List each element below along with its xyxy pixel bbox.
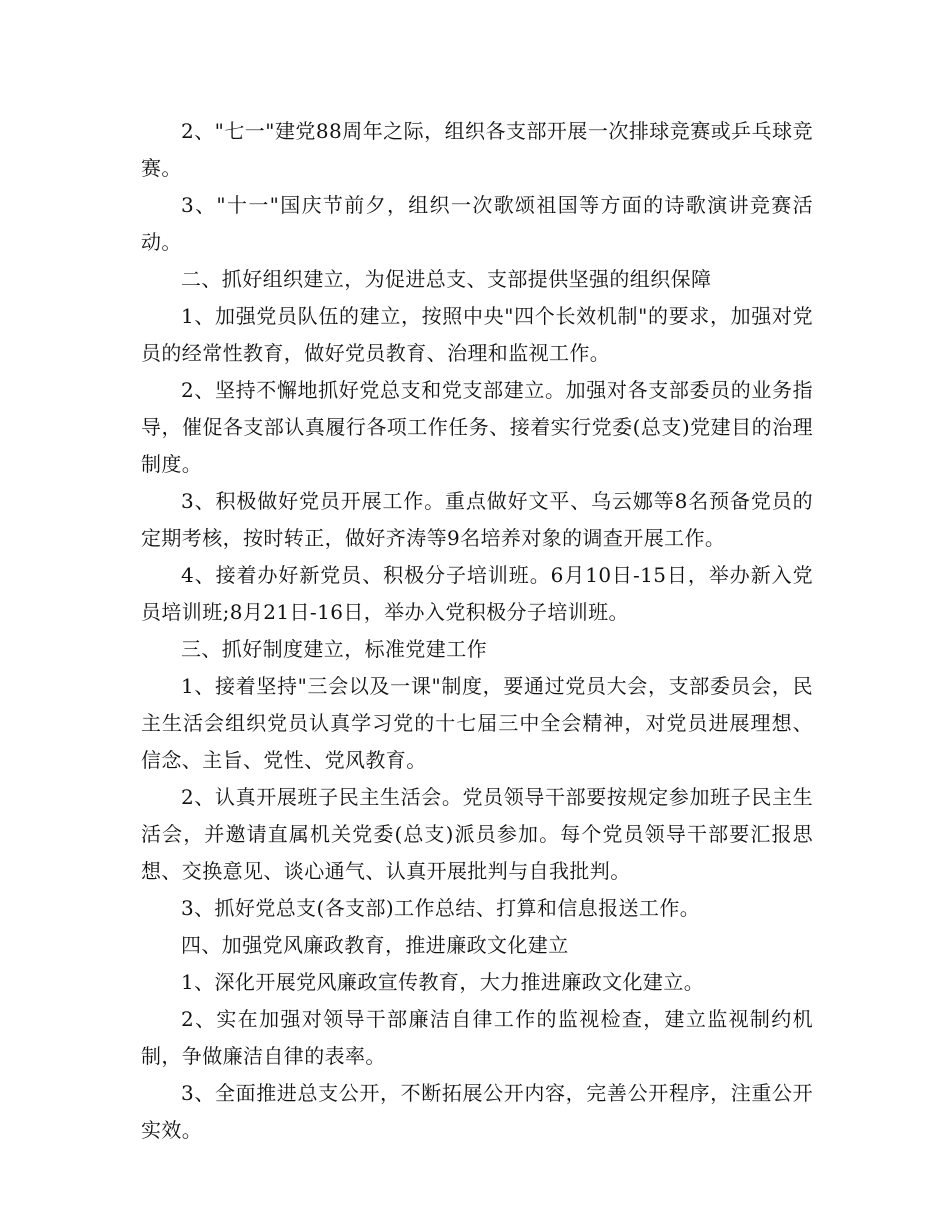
section-heading-system: 三、抓好制度建立，标准党建工作: [181, 637, 487, 661]
paragraph-supervision: 2、实在加强对领导干部廉洁自律工作的监视检查，建立监视制约机制，争做廉洁自律的表率。: [141, 1007, 813, 1068]
paragraph-three-meetings: 1、接着坚持"三会以及一课"制度，要通过党员大会，支部委员会，民主生活会组织党员认真学习党的十七届三中全会精神，对党员进展理想、信念、主旨、党性、党风教育。: [141, 674, 813, 772]
paragraph-training-classes: 4、接着办好新党员、积极分子培训班。6月10日-15日，举办新入党员培训班;8月21日-16日，举办入党积极分子培训班。: [141, 563, 813, 624]
paragraph-member-education: 1、加强党员队伍的建立，按照中央"四个长效机制"的要求，加强对党员的经常性教育，做好党员教育、治理和监视工作。: [141, 304, 813, 365]
section-heading-integrity: 四、加强党风廉政教育，推进廉政文化建立: [181, 933, 569, 957]
paragraph-member-development: 3、积极做好党员开展工作。重点做好文平、乌云娜等8名预备党员的定期考核，按时转正，做好齐涛等9名培养对象的调查开展工作。: [141, 489, 813, 550]
section-heading-organization: 二、抓好组织建立，为促进总支、支部提供坚强的组织保障: [181, 267, 712, 291]
paragraph-democratic-life: 2、认真开展班子民主生活会。党员领导干部要按规定参加班子民主生活会，并邀请直属机关党委(总支)派员参加。每个党员领导干部要汇报思想、交换意见、谈心通气、认真开展批判与自我批判。: [141, 785, 813, 883]
paragraph-integrity-education: 1、深化开展党风廉政宣传教育，大力推进廉政文化建立。: [181, 970, 705, 994]
paragraph-activity-july-first: 2、"七一"建党88周年之际，组织各支部开展一次排球竞赛或乒乓球竞赛。: [141, 119, 813, 180]
paragraph-activity-national-day: 3、"十一"国庆节前夕，组织一次歌颂祖国等方面的诗歌演讲竞赛活动。: [141, 193, 813, 254]
paragraph-reporting: 3、抓好党总支(各支部)工作总结、打算和信息报送工作。: [181, 896, 701, 920]
document-body: [141, 113, 813, 1149]
paragraph-openness: 3、全面推进总支公开，不断拓展公开内容，完善公开程序，注重公开实效。: [141, 1081, 813, 1142]
paragraph-branch-building: 2、坚持不懈地抓好党总支和党支部建立。加强对各支部委员的业务指导，催促各支部认真履行各项工作任务、接着实行党委(总支)党建目的治理制度。: [141, 378, 813, 476]
